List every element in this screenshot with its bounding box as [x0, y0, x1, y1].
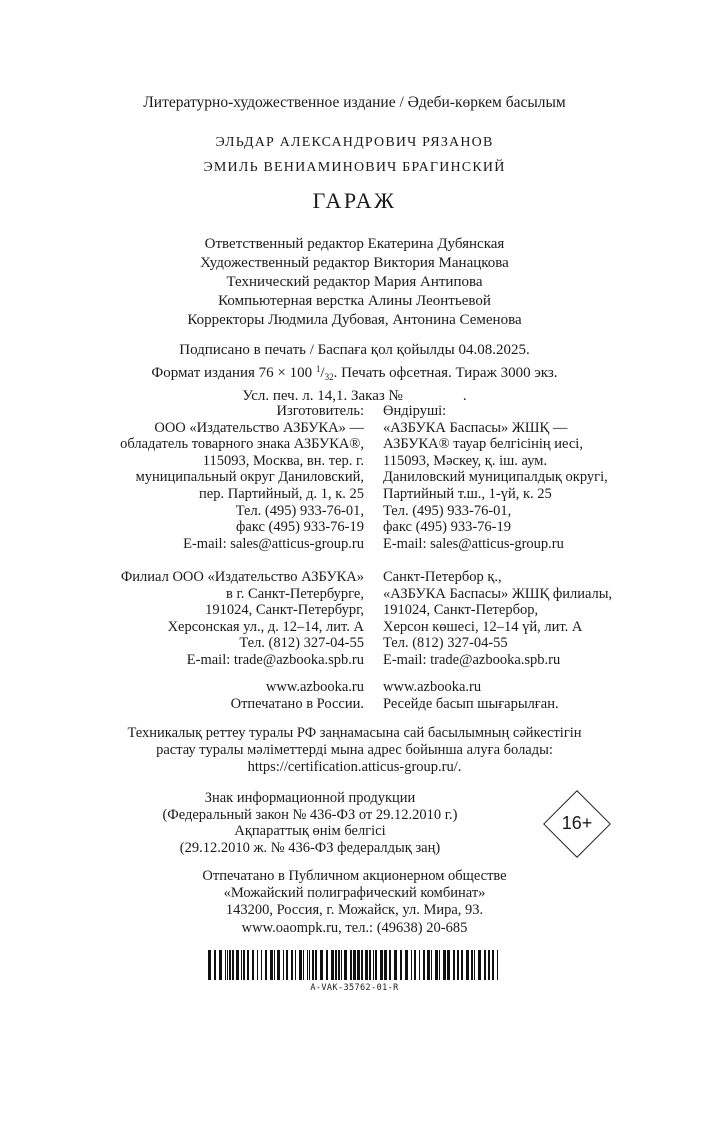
- barcode-bar: [261, 950, 262, 980]
- branch-kz-line: E-mail: trade@azbooka.spb.ru: [383, 651, 561, 668]
- barcode-bar: [225, 950, 226, 980]
- manufacturer-kz-line: Даниловский муниципалдық округі,: [383, 469, 608, 486]
- barcode-bar: [270, 950, 273, 980]
- manufacturer-ru-line: факс (495) 933-76-19: [235, 519, 364, 536]
- staff-line: Ответственный редактор Екатерина Дубянская: [204, 236, 505, 252]
- info-sign-line: Знак информационной продукции: [204, 790, 416, 806]
- barcode-bar: [411, 950, 412, 980]
- barcode-bar: [474, 950, 475, 980]
- format-line: Формат издания 76 × 100 $^1/_{32}$. Печать офсетная. Тираж 3000 экз.: [151, 364, 558, 382]
- manufacturer-kz-line: 115093, Мәскеу, қ. іш. аум.: [383, 452, 548, 469]
- author-2: ЭМИЛЬ ВЕНИАМИНОВИЧ БРАГИНСКИЙ: [203, 160, 506, 175]
- branch-ru-line: Херсонская ул., д. 12–14, лит. А: [167, 618, 364, 635]
- printer-line: www.oaompk.ru, тел.: (49638) 20-685: [241, 919, 468, 936]
- barcode-bar: [353, 950, 356, 980]
- manufacturer-kz-line: E-mail: sales@atticus-group.ru: [383, 535, 564, 552]
- barcode-bar: [241, 950, 242, 980]
- staff-line: Компьютерная верстка Алины Леонтьевой: [218, 293, 491, 309]
- branch-kz-line: Тел. (812) 327-04-55: [383, 635, 508, 652]
- tech-regulation-line: растау туралы мәліметтерді мына адрес бойынша алуға болады:: [156, 742, 553, 758]
- barcode-bar: [286, 950, 288, 980]
- author-1: ЭЛЬДАР АЛЕКСАНДРОВИЧ РЯЗАНОВ: [215, 135, 494, 150]
- barcode-bar: [307, 950, 308, 980]
- barcode-bar: [341, 950, 342, 980]
- manufacturer-kz: [383, 403, 608, 552]
- barcode-bar: [361, 950, 363, 980]
- info-sign-line: Ақпараттық өнім белгісі: [234, 823, 386, 840]
- barcode-bar: [232, 950, 234, 980]
- barcode-bar: [478, 950, 481, 980]
- barcode-bar: [350, 950, 352, 980]
- barcode-bar: [283, 950, 284, 980]
- barcode-bar: [338, 950, 340, 980]
- tech-regulation-line: Техникалық реттеу туралы РФ заңнамасына сай басылымның сәйкестігін: [127, 725, 582, 741]
- format-prefix: Формат издания 76 × 100: [151, 365, 316, 381]
- printer-line: 143200, Россия, г. Можайск, ул. Мира, 93.: [225, 902, 484, 919]
- barcode-bar: [303, 950, 304, 980]
- staff-line: Корректоры Людмила Дубовая, Антонина Семенова: [187, 312, 522, 328]
- info-sign-line: (29.12.2010 ж. № 436-ФЗ федералдық заң): [179, 839, 441, 856]
- barcode-bar: [423, 950, 425, 980]
- barcode-bar: [265, 950, 267, 980]
- info-sign-line: (Федеральный закон № 436-ФЗ от 29.12.2010 г.): [162, 806, 458, 823]
- signed-line: Подписано в печать / Баспаға қол қойылды 04.08.2025.: [179, 342, 530, 358]
- barcode-bar: [295, 950, 296, 980]
- branch-kz-line: 191024, Санкт-Петербор,: [383, 602, 539, 619]
- manufacturer-kz-line: Партийный т.ш., 1-үй, к. 25: [383, 485, 552, 502]
- printed-in-ru: Отпечатано в России.: [230, 695, 364, 712]
- barcode-bar: [435, 950, 438, 980]
- tech-regulation-line: https://certification.atticus-group.ru/.: [247, 759, 462, 775]
- manufacturer-ru-line: E-mail: sales@atticus-group.ru: [183, 535, 364, 552]
- manufacturer-ru: [120, 403, 364, 552]
- age-rating-label: 16+: [561, 813, 593, 833]
- website-kz: www.azbooka.ru: [383, 679, 482, 695]
- order-end: .: [462, 388, 467, 404]
- barcode-bar: [414, 950, 416, 980]
- barcode-bar: [299, 950, 302, 980]
- barcode-bar: [384, 950, 387, 980]
- barcode-bar: [227, 950, 228, 980]
- barcode-bar: [247, 950, 249, 980]
- branch-kz-line: «АЗБУКА Баспасы» ЖШҚ филиалы,: [383, 585, 613, 602]
- format-denominator: 32: [324, 372, 334, 382]
- manufacturer-ru-line: ООО «Издательство АЗБУКА» —: [154, 419, 364, 436]
- branch-kz-line: Херсон көшесі, 12–14 үй, лит. А: [383, 618, 583, 635]
- barcode-bar: [357, 950, 360, 980]
- manufacturer-kz-line: факс (495) 933-76-19: [383, 519, 512, 536]
- printer-line: Отпечатано в Публичном акционерном обществе: [202, 868, 507, 884]
- barcode-bar: [309, 950, 310, 980]
- website-ru: www.azbooka.ru: [265, 679, 364, 695]
- barcode-bar: [443, 950, 446, 980]
- order-text: Усл. печ. л. 14,1. Заказ №: [242, 388, 403, 404]
- barcode-bar: [394, 950, 397, 980]
- tech-regulation-note: [0, 725, 709, 776]
- branch-ru-line: Тел. (812) 327-04-55: [239, 635, 364, 652]
- age-rating-badge: [543, 790, 611, 858]
- format-suffix: . Печать офсетная. Тираж 3000 экз.: [333, 365, 558, 381]
- manufacturer-kz-line: «АЗБУКА Баспасы» ЖШҚ —: [383, 419, 568, 436]
- genre-line: Литературно-художественное издание / Әдеби-көркем басылым: [143, 94, 566, 111]
- barcode-bar: [331, 950, 334, 980]
- manufacturer-ru-line: 115093, Москва, вн. тер. г.: [202, 452, 364, 469]
- manufacturer-kz-line: АЗБУКА® тауар белгісінің иесі,: [383, 436, 583, 453]
- manufacturer-ru-line: муниципальный округ Даниловский,: [135, 469, 364, 486]
- barcode-bar: [219, 950, 222, 980]
- staff-line: Технический редактор Мария Антипова: [226, 274, 483, 290]
- barcode-bar: [453, 950, 455, 980]
- barcode-bar: [252, 950, 254, 980]
- barcode-bar: [369, 950, 371, 980]
- barcode-bar: [277, 950, 280, 980]
- barcode-bar: [208, 950, 211, 980]
- barcode-bar: [375, 950, 377, 980]
- barcode-bar: [229, 950, 231, 980]
- barcode-bar: [291, 950, 293, 980]
- branch-ru-line: E-mail: trade@azbooka.spb.ru: [186, 651, 364, 668]
- format-numerator: 1: [315, 364, 321, 374]
- barcode-bar: [471, 950, 473, 980]
- barcode-bar: [492, 950, 494, 980]
- barcode-bar: [497, 950, 498, 980]
- barcode-bar: [344, 950, 347, 980]
- barcode-bar: [447, 950, 450, 980]
- web-ru: [231, 679, 364, 712]
- barcode-bar: [380, 950, 383, 980]
- barcode-bar: [257, 950, 258, 980]
- book-title: ГАРАЖ: [312, 188, 397, 213]
- barcode-bar: [365, 950, 368, 980]
- barcode-code: A-VAK-35762-01-R: [310, 983, 399, 993]
- barcode-bar: [466, 950, 469, 980]
- manufacturer-ru-line: пер. Партийный, д. 1, к. 25: [199, 485, 364, 502]
- barcode-bar: [373, 950, 374, 980]
- barcode-bar: [214, 950, 216, 980]
- barcode-bar: [457, 950, 459, 980]
- web-kz: [383, 679, 559, 712]
- branch-ru-line: 191024, Санкт-Петербург,: [205, 602, 364, 619]
- barcode-bar: [484, 950, 486, 980]
- manufacturer-kz-line: Өндіруші:: [383, 403, 447, 419]
- barcode-bar: [312, 950, 314, 980]
- barcode-bar: [243, 950, 245, 980]
- barcode-bar: [389, 950, 391, 980]
- branch-ru: [121, 569, 364, 669]
- barcode-bar: [427, 950, 430, 980]
- barcode-bar: [326, 950, 328, 980]
- printer-line: «Можайский полиграфический комбинат»: [223, 885, 486, 902]
- manufacturer-ru-line: Изготовитель:: [276, 403, 364, 419]
- printed-in-kz: Ресейде басып шығарылған.: [383, 695, 559, 712]
- staff-line: Художественный редактор Виктория Манацкова: [200, 255, 509, 271]
- printing-details: [0, 341, 709, 406]
- barcode-bar: [274, 950, 275, 980]
- barcode-bar: [405, 950, 408, 980]
- manufacturer-ru-line: обладатель товарного знака АЗБУКА®,: [120, 436, 364, 453]
- barcode-bar: [236, 950, 239, 980]
- barcode-bar: [400, 950, 402, 980]
- manufacturer-ru-line: Тел. (495) 933-76-01,: [235, 502, 364, 519]
- manufacturer-kz-line: Тел. (495) 933-76-01,: [383, 502, 512, 519]
- barcode-bar: [320, 950, 323, 980]
- barcode-bar: [488, 950, 490, 980]
- branch-kz: [383, 569, 612, 669]
- branch-kz-line: Санкт-Петербор қ.,: [383, 569, 502, 585]
- branch-ru-line: Филиал ООО «Издательство АЗБУКА»: [120, 569, 364, 585]
- info-product-sign: [0, 790, 620, 856]
- editorial-staff: [0, 235, 709, 330]
- barcode-icon: [208, 950, 501, 980]
- barcode-bar: [439, 950, 440, 980]
- barcode-bar: [419, 950, 420, 980]
- barcode-bar: [461, 950, 463, 980]
- printer-info: [0, 868, 709, 937]
- barcode-bar: [335, 950, 337, 980]
- barcode-bar: [431, 950, 432, 980]
- branch-ru-line: в г. Санкт-Петербурге,: [226, 585, 364, 602]
- barcode-bar: [315, 950, 317, 980]
